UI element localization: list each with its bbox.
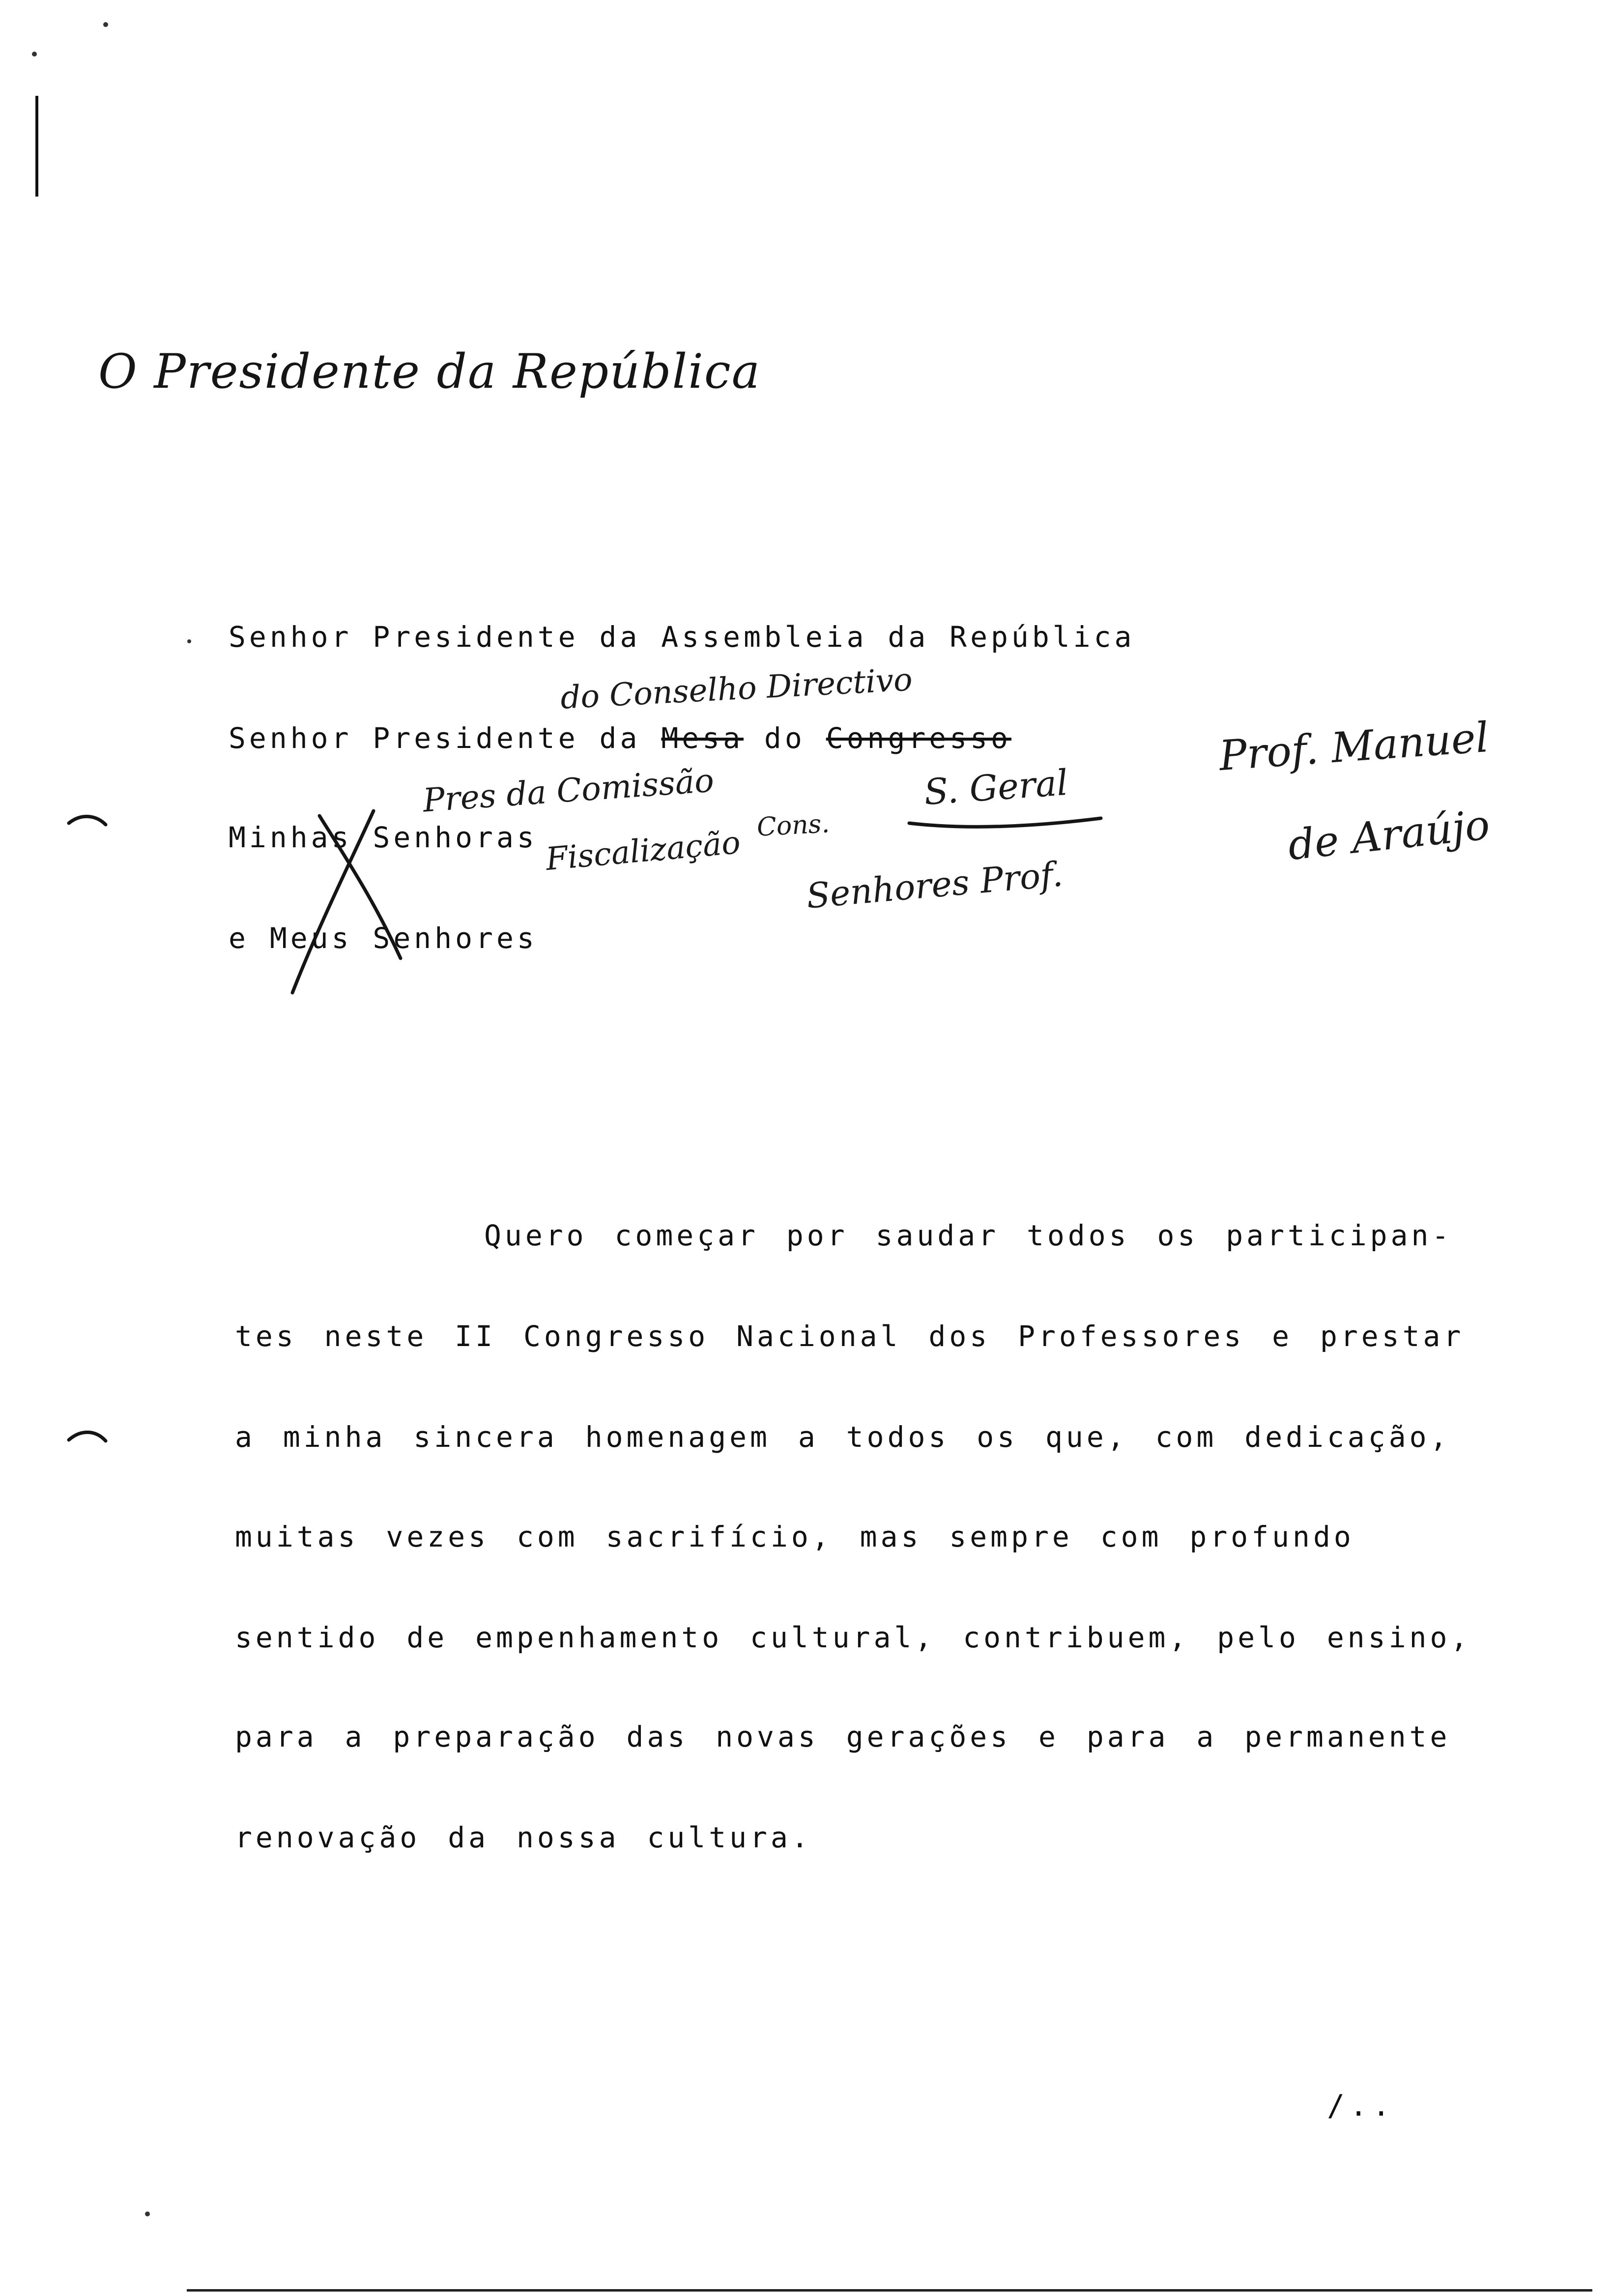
body-line-3: a minha sincera homenagem a todos os que, com dedicação, <box>235 1420 1451 1454</box>
salutation-line-4 <box>229 921 538 955</box>
salutation-line-2-prefix: Senhor Presidente da <box>229 721 662 755</box>
handwritten-right-note-line2: de Araújo <box>1286 800 1492 870</box>
scan-speck-4 <box>145 2211 150 2216</box>
handwritten-sec-geral: S. Geral <box>922 761 1069 813</box>
body-line-7: renovação da nossa cultura. <box>235 1821 812 1854</box>
salutation-line-1 <box>229 620 1135 654</box>
handwritten-fiscalizacao: Fiscalização <box>544 824 742 878</box>
handwritten-above-mesa: do Conselho Directivo <box>559 661 914 717</box>
scan-speck-3 <box>187 639 191 643</box>
handwritten-cons: Cons. <box>756 809 831 842</box>
salutation-line-2-middle: do <box>744 721 826 755</box>
salutation-line-2 <box>229 721 1011 755</box>
sec-geral-underline <box>909 818 1101 827</box>
handwritten-pres-comissao: Pres da Comissão <box>422 761 716 820</box>
handwritten-right-note-line1: Prof. Manuel <box>1217 713 1491 780</box>
body-line-2: tes neste II Congresso Nacional dos Professores e prestar <box>235 1320 1465 1353</box>
margin-vertical-bar <box>35 96 38 197</box>
salutation-line-3 <box>229 821 538 854</box>
body-line-1: Quero começar por saudar todos os participan- <box>484 1219 1453 1252</box>
page-bottom-edge <box>187 2289 1592 2292</box>
letterhead: O Presidente da República <box>98 344 761 399</box>
salutation-line-1-text: Senhor Presidente da Assembleia da República <box>229 620 1135 654</box>
handwritten-senhores-prof: Senhores Prof. <box>805 854 1065 917</box>
scan-speck-2 <box>32 52 37 57</box>
margin-hook-lower <box>69 1432 106 1441</box>
salutation-line-4-text: e Meus Senhores <box>229 921 538 955</box>
scan-speck-1 <box>103 22 108 27</box>
margin-hook-upper <box>69 816 106 825</box>
salutation-line-3-text: Minhas Senhoras <box>229 821 538 854</box>
struck-word-congresso: Congresso <box>826 721 1011 755</box>
body-line-5: sentido de empenhamento cultural, contribuem, pelo ensino, <box>235 1621 1471 1654</box>
body-line-6: para a preparação das novas gerações e para a permanente <box>235 1720 1451 1753</box>
body-line-4: muitas vezes com sacrifício, mas sempre com profundo <box>235 1520 1354 1553</box>
page-continuation-marker: /.. <box>1327 2089 1395 2123</box>
struck-word-mesa: Mesa <box>661 721 744 755</box>
